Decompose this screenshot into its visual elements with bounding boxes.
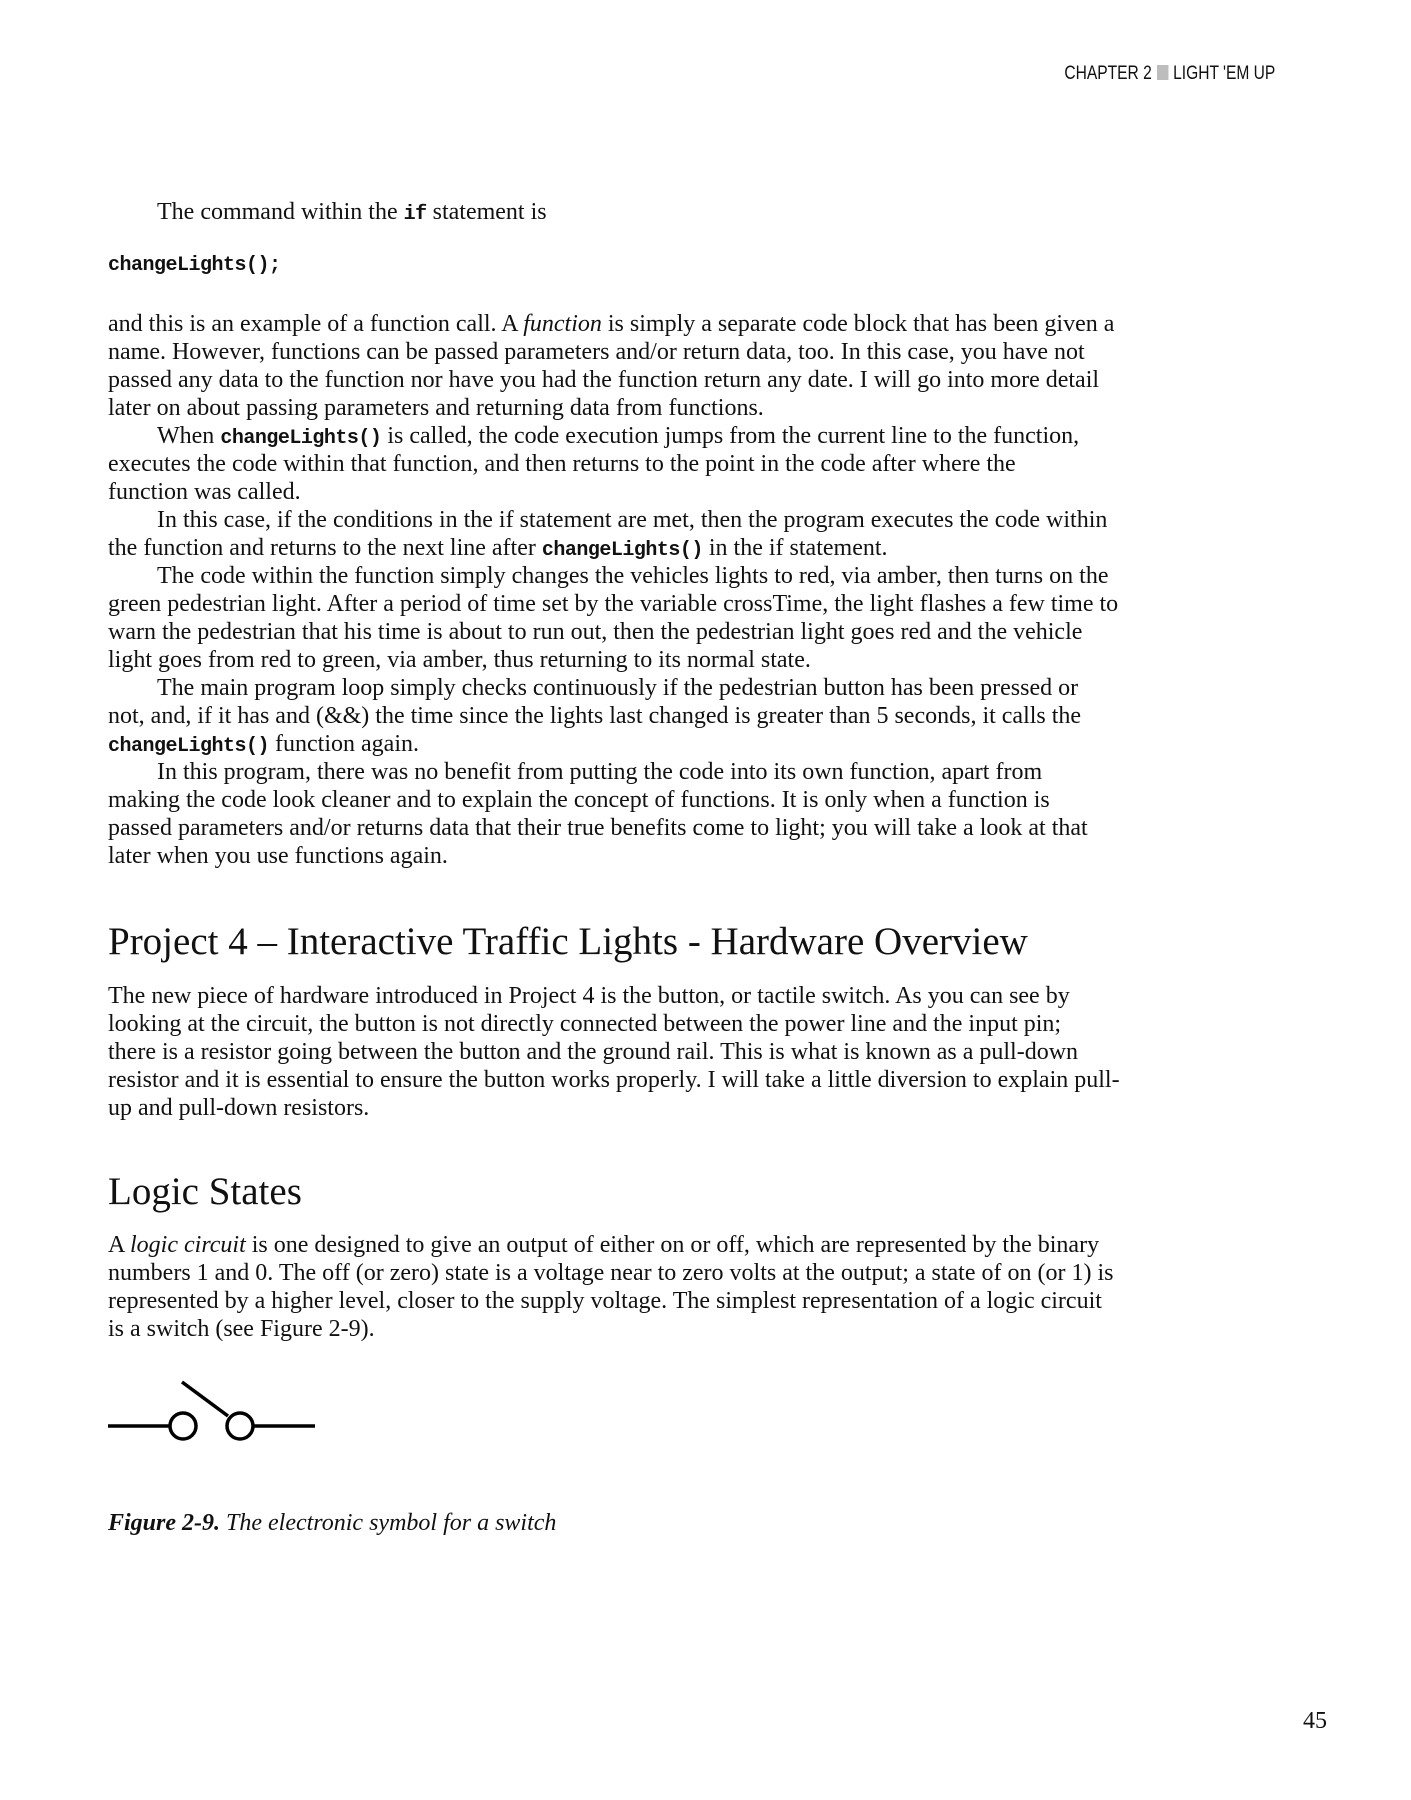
text-run: function was called. — [108, 479, 301, 505]
text-line — [108, 310, 1118, 338]
text-run: there is a resistor going between the button and the ground rail. This is what is known as a pull-down — [108, 1039, 1079, 1065]
switch-lever — [182, 1382, 228, 1416]
text-line — [108, 786, 1118, 814]
text-run: The command within the — [157, 199, 404, 225]
text-run: name. However, functions can be passed parameters and/or return data, too. In this case, you have not — [108, 339, 1085, 365]
text-line — [108, 814, 1118, 842]
section-paragraph-hardware — [108, 982, 1120, 1122]
text-run: A — [108, 1232, 131, 1258]
text-line — [108, 1287, 1113, 1315]
intro-paragraph — [108, 198, 547, 226]
page-number: 45 — [1303, 1708, 1327, 1734]
text-run: statement is — [426, 199, 547, 225]
emphasis-term: logic circuit — [130, 1232, 246, 1258]
emphasis-term: function — [523, 311, 602, 337]
text-run: is called, the code execution jumps from the current line to the function, — [381, 423, 1080, 449]
text-run: is a switch (see Figure 2-9). — [108, 1316, 375, 1342]
text-line — [108, 1038, 1120, 1066]
text-run: light goes from red to green, via amber, thus returning to its normal state. — [108, 647, 811, 673]
figure-2-9 — [100, 1370, 330, 1455]
text-line — [108, 562, 1118, 590]
body-paragraphs — [108, 310, 1118, 870]
text-line — [108, 450, 1118, 478]
text-line — [108, 702, 1118, 730]
text-line — [108, 506, 1118, 534]
text-run: looking at the circuit, the button is not directly connected between the power line and the input pin; — [108, 1011, 1062, 1037]
text-run: green pedestrian light. After a period of time set by the variable crossTime, the light flashes a few time to — [108, 591, 1119, 617]
text-run: function again. — [269, 731, 419, 757]
text-line — [108, 366, 1118, 394]
text-run: not, and, if it has and (&&) the time since the lights last changed is greater than 5 seconds, it calls the — [108, 703, 1082, 729]
text-run: is one designed to give an output of either on or off, which are represented by the binary — [245, 1232, 1100, 1258]
text-run: the function and returns to the next line after — [108, 535, 542, 561]
figure-label: Figure 2-9. — [108, 1510, 221, 1536]
text-line — [108, 338, 1118, 366]
text-line — [108, 618, 1118, 646]
code-block: changeLights(); — [108, 254, 281, 277]
section-heading-logic-states: Logic States — [108, 1170, 302, 1213]
text-line — [108, 1066, 1120, 1094]
inline-code: changeLights() — [108, 735, 270, 758]
text-line — [108, 1259, 1113, 1287]
text-run: and this is an example of a function call. A — [108, 311, 524, 337]
inline-code: changeLights() — [541, 539, 703, 562]
text-run: is simply a separate code block that has been given a — [601, 311, 1115, 337]
running-header — [1064, 63, 1275, 85]
text-line — [108, 422, 1118, 450]
text-line — [108, 534, 1118, 562]
text-line — [108, 590, 1118, 618]
figure-caption-text: The electronic symbol for a switch — [220, 1510, 557, 1536]
text-run: represented by a higher level, closer to the supply voltage. The simplest representation of a logic circuit — [108, 1288, 1102, 1314]
text-run: up and pull-down resistors. — [108, 1095, 370, 1121]
text-line — [108, 982, 1120, 1010]
text-run: numbers 1 and 0. The off (or zero) state is a voltage near to zero volts at the output; a state of on (or 1) is — [108, 1260, 1114, 1286]
text-line — [108, 1094, 1120, 1122]
text-line — [108, 730, 1118, 758]
text-line — [108, 758, 1118, 786]
text-run: In this case, if the conditions in the if statement are met, then the program executes the code within — [157, 507, 1108, 533]
text-run: resistor and it is essential to ensure the button works properly. I will take a little diversion to explain pull- — [108, 1067, 1120, 1093]
inline-code: if — [403, 203, 427, 226]
text-run: in the if statement. — [702, 535, 888, 561]
text-run: When — [157, 423, 221, 449]
text-run: later on about passing parameters and returning data from functions. — [108, 395, 764, 421]
text-run: The code within the function simply changes the vehicles lights to red, via amber, then turns on the — [157, 563, 1109, 589]
text-run: The new piece of hardware introduced in Project 4 is the button, or tactile switch. As you can see by — [108, 983, 1070, 1009]
text-run: warn the pedestrian that his time is about to run out, then the pedestrian light goes red and the vehicle — [108, 619, 1083, 645]
text-line — [108, 674, 1118, 702]
text-run: passed any data to the function nor have you had the function return any date. I will go into more detail — [108, 367, 1100, 393]
text-line — [108, 198, 547, 226]
text-run: passed parameters and/or returns data that their true benefits come to light; you will take a look at that — [108, 815, 1088, 841]
text-line — [108, 1231, 1113, 1259]
text-run: In this program, there was no benefit from putting the code into its own function, apart from — [157, 759, 1043, 785]
switch-contact-right — [227, 1413, 253, 1439]
separator-square-icon — [1156, 65, 1167, 80]
text-run: making the code look cleaner and to explain the concept of functions. It is only when a function is — [108, 787, 1050, 813]
text-line — [108, 1010, 1120, 1038]
text-line — [108, 1315, 1113, 1343]
text-line — [108, 478, 1118, 506]
text-run: later when you use functions again. — [108, 843, 448, 869]
section-heading-project-4: Project 4 – Interactive Traffic Lights - Hardware Overview — [108, 920, 1028, 963]
text-line — [108, 842, 1118, 870]
switch-contact-left — [170, 1413, 196, 1439]
text-run: The main program loop simply checks continuously if the pedestrian button has been pressed or — [157, 675, 1079, 701]
text-line — [108, 394, 1118, 422]
text-line — [108, 646, 1118, 674]
inline-code: changeLights() — [220, 427, 382, 450]
figure-caption — [108, 1510, 556, 1537]
chapter-label: CHAPTER 2 — [1063, 63, 1152, 84]
section-paragraph-logic — [108, 1231, 1113, 1343]
chapter-title: LIGHT 'EM UP — [1172, 63, 1275, 84]
switch-symbol-icon — [100, 1370, 330, 1450]
text-run: executes the code within that function, and then returns to the point in the code after where the — [108, 451, 1016, 477]
